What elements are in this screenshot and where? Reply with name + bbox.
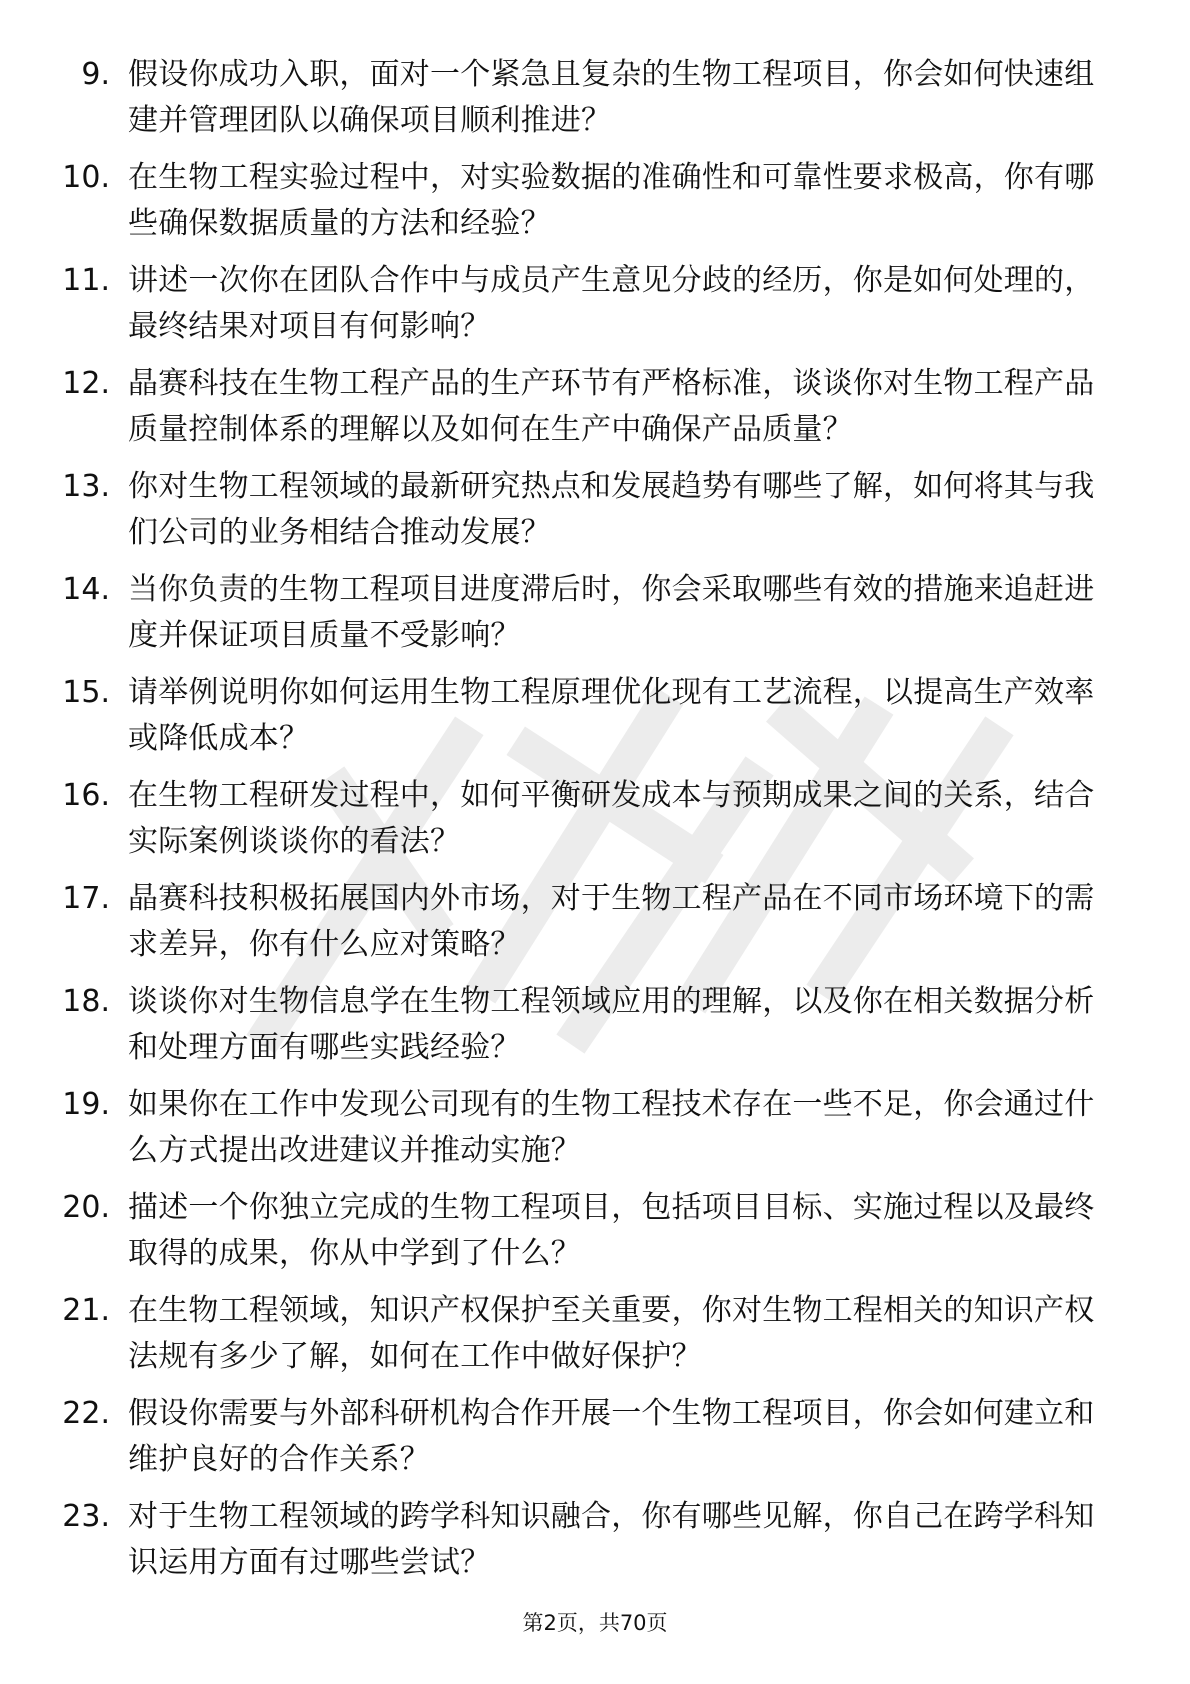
question-text: 描述一个你独立完成的生物工程项目，包括项目目标、实施过程以及最终取得的成果，你从中学到了什么？: [128, 1190, 1095, 1271]
question-text: 在生物工程实验过程中，对实验数据的准确性和可靠性要求极高，你有哪些确保数据质量的方法和经验？: [128, 160, 1095, 241]
question-number: 21.: [62, 1293, 110, 1328]
question-number: 14.: [62, 572, 110, 607]
question-item: [0, 1494, 1190, 1597]
question-item: [0, 52, 1190, 155]
question-list: [0, 52, 1190, 1597]
question-item: [0, 979, 1190, 1082]
question-item: [0, 464, 1190, 567]
question-text: 对于生物工程领域的跨学科知识融合，你有哪些见解，你自己在跨学科知识运用方面有过哪些尝试？: [128, 1499, 1095, 1580]
question-item: [0, 876, 1190, 979]
question-number: 12.: [62, 366, 110, 401]
question-text: 请举例说明你如何运用生物工程原理优化现有工艺流程，以提高生产效率或降低成本？: [128, 675, 1095, 756]
question-number: 9.: [81, 57, 110, 92]
question-item: [0, 773, 1190, 876]
question-item: [0, 670, 1190, 773]
question-number: 17.: [62, 881, 110, 916]
question-text: 晶赛科技积极拓展国内外市场，对于生物工程产品在不同市场环境下的需求差异，你有什么应对策略？: [128, 881, 1095, 962]
question-text: 你对生物工程领域的最新研究热点和发展趋势有哪些了解，如何将其与我们公司的业务相结合推动发展？: [128, 469, 1095, 550]
page-number: 第2页，共70页: [522, 1611, 668, 1635]
question-item: [0, 258, 1190, 361]
question-item: [0, 361, 1190, 464]
question-text: 假设你成功入职，面对一个紧急且复杂的生物工程项目，你会如何快速组建并管理团队以确保项目顺利推进？: [128, 57, 1095, 138]
question-item: [0, 1185, 1190, 1288]
question-text: 谈谈你对生物信息学在生物工程领域应用的理解，以及你在相关数据分析和处理方面有哪些实践经验？: [128, 984, 1095, 1065]
question-text: 假设你需要与外部科研机构合作开展一个生物工程项目，你会如何建立和维护良好的合作关系？: [128, 1396, 1095, 1477]
question-item: [0, 1082, 1190, 1185]
question-item: [0, 567, 1190, 670]
question-item: [0, 1288, 1190, 1391]
question-number: 13.: [62, 469, 110, 504]
question-number: 22.: [62, 1396, 110, 1431]
question-number: 23.: [62, 1499, 110, 1534]
question-number: 20.: [62, 1190, 110, 1225]
question-text: 在生物工程研发过程中，如何平衡研发成本与预期成果之间的关系，结合实际案例谈谈你的看法？: [128, 778, 1095, 859]
question-number: 18.: [62, 984, 110, 1019]
question-text: 讲述一次你在团队合作中与成员产生意见分歧的经历，你是如何处理的，最终结果对项目有何影响？: [128, 263, 1095, 344]
question-number: 10.: [62, 160, 110, 195]
question-number: 19.: [62, 1087, 110, 1122]
question-text: 当你负责的生物工程项目进度滞后时，你会采取哪些有效的措施来追赶进度并保证项目质量不受影响？: [128, 572, 1095, 653]
question-text: 在生物工程领域，知识产权保护至关重要，你对生物工程相关的知识产权法规有多少了解，如何在工作中做好保护？: [128, 1293, 1095, 1374]
question-number: 11.: [62, 263, 110, 298]
question-item: [0, 155, 1190, 258]
question-item: [0, 1391, 1190, 1494]
question-number: 16.: [62, 778, 110, 813]
question-number: 15.: [62, 675, 110, 710]
question-text: 如果你在工作中发现公司现有的生物工程技术存在一些不足，你会通过什么方式提出改进建议并推动实施？: [128, 1087, 1095, 1168]
question-text: 晶赛科技在生物工程产品的生产环节有严格标准，谈谈你对生物工程产品质量控制体系的理解以及如何在生产中确保产品质量？: [128, 366, 1095, 447]
